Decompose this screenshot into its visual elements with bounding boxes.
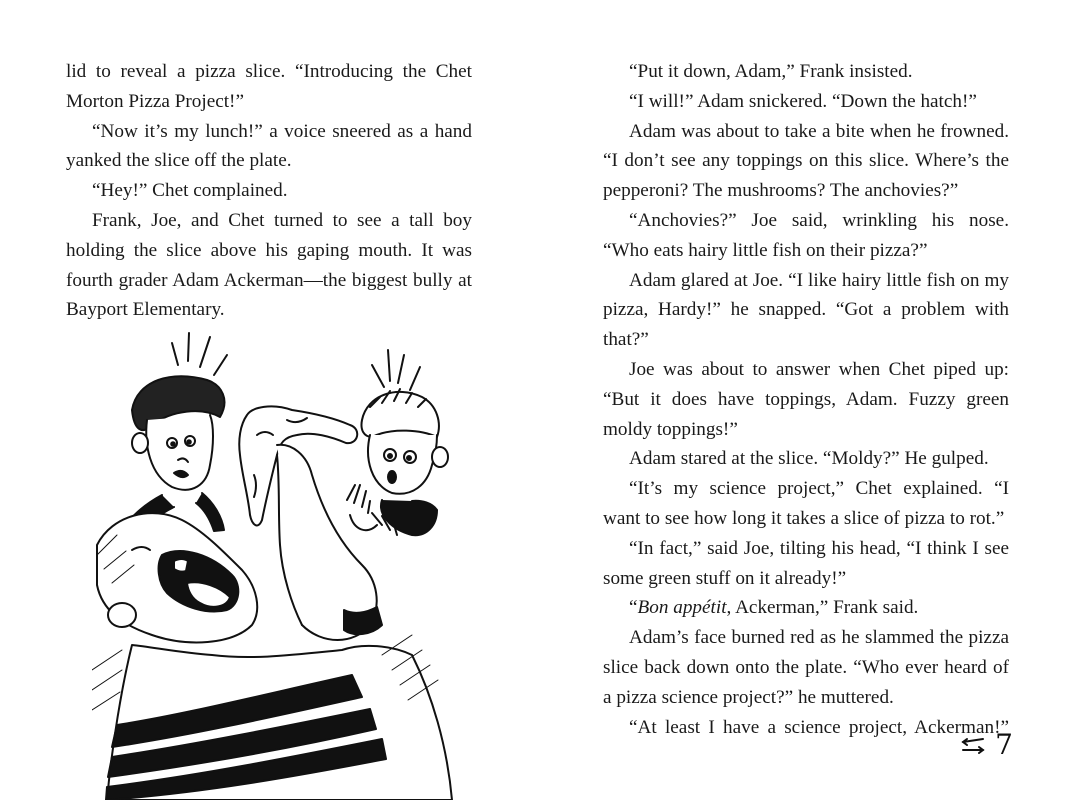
right-page: [537, 0, 1075, 800]
paragraph: lid to reveal a pizza slice. “Introducing the Chet Morton Pizza Project!”: [66, 61, 472, 112]
paragraph: “Put it down, Adam,” Frank insisted.: [629, 61, 913, 82]
paragraph: [603, 593, 1009, 623]
page-folio: [959, 728, 1013, 761]
illustration-bully-holding-pizza: [92, 325, 462, 800]
page-number: 7: [995, 728, 1013, 761]
surprise-lines-icon: [172, 333, 227, 375]
paragraph: Adam glared at Joe. “I like hairy little fish on my pizza, Hardy!” he snapped. “Got a problem with that?”: [603, 269, 1009, 351]
paragraph-rest: , Ackerman,” Frank said.: [726, 597, 919, 619]
surprise-lines-icon: [372, 350, 420, 390]
paragraph: Adam was about to take a bite when he frowned. “I don’t see any toppings on this slice. Where’s the pepperoni? The mushrooms? The anchovies?”: [603, 120, 1009, 202]
paragraph: “I will!” Adam snickered. “Down the hatch!”: [629, 90, 977, 112]
paragraph: “In fact,” said Joe, tilting his head, “I think I see some green stuff on it already!”: [603, 537, 1009, 589]
paragraph: Frank, Joe, and Chet turned to see a tall boy holding the slice above his gaping mouth. It was fourth grader Adam Ackerman—the biggest bully at Bayport Elementary.: [66, 209, 472, 321]
paragraph: “It’s my science project,” Chet explained. “I want to see how long it takes a slice of pizza to rot.”: [603, 478, 1009, 529]
paragraph: Adam stared at the slice. “Moldy?” He gulped.: [629, 448, 989, 470]
dark-haired-boy: [122, 376, 224, 537]
paragraph: Joe was about to answer when Chet piped up: “But it does have toppings, Adam. Fuzzy green moldy toppings!”: [603, 358, 1009, 440]
bully-arm: [277, 445, 382, 640]
right-page-text: [603, 57, 1009, 742]
paragraph: “Anchovies?” Joe said, wrinkling his nose. “Who eats hairy little fish on their pizza?”: [603, 209, 1009, 261]
paragraph: “Hey!” Chet complained.: [92, 180, 288, 202]
laughing-bully: [97, 513, 257, 642]
double-arrow-icon: [959, 734, 987, 756]
paragraph: Adam’s face burned red as he slammed the pizza slice back down onto the plate. “Who ever heard of a pizza science project?” he muttered.: [603, 627, 1009, 708]
blond-boy: [347, 389, 448, 535]
paragraph: “At least I have a science project, Ackerman!”: [629, 716, 1009, 738]
italic-phrase: Bon appétit: [637, 597, 727, 619]
paragraph: “Now it’s my lunch!” a voice sneered as a hand yanked the slice off the plate.: [66, 120, 472, 172]
open-quote: “: [629, 597, 638, 619]
left-page-text: [66, 57, 472, 325]
striped-shirt: [92, 635, 452, 800]
left-page: [0, 0, 537, 800]
